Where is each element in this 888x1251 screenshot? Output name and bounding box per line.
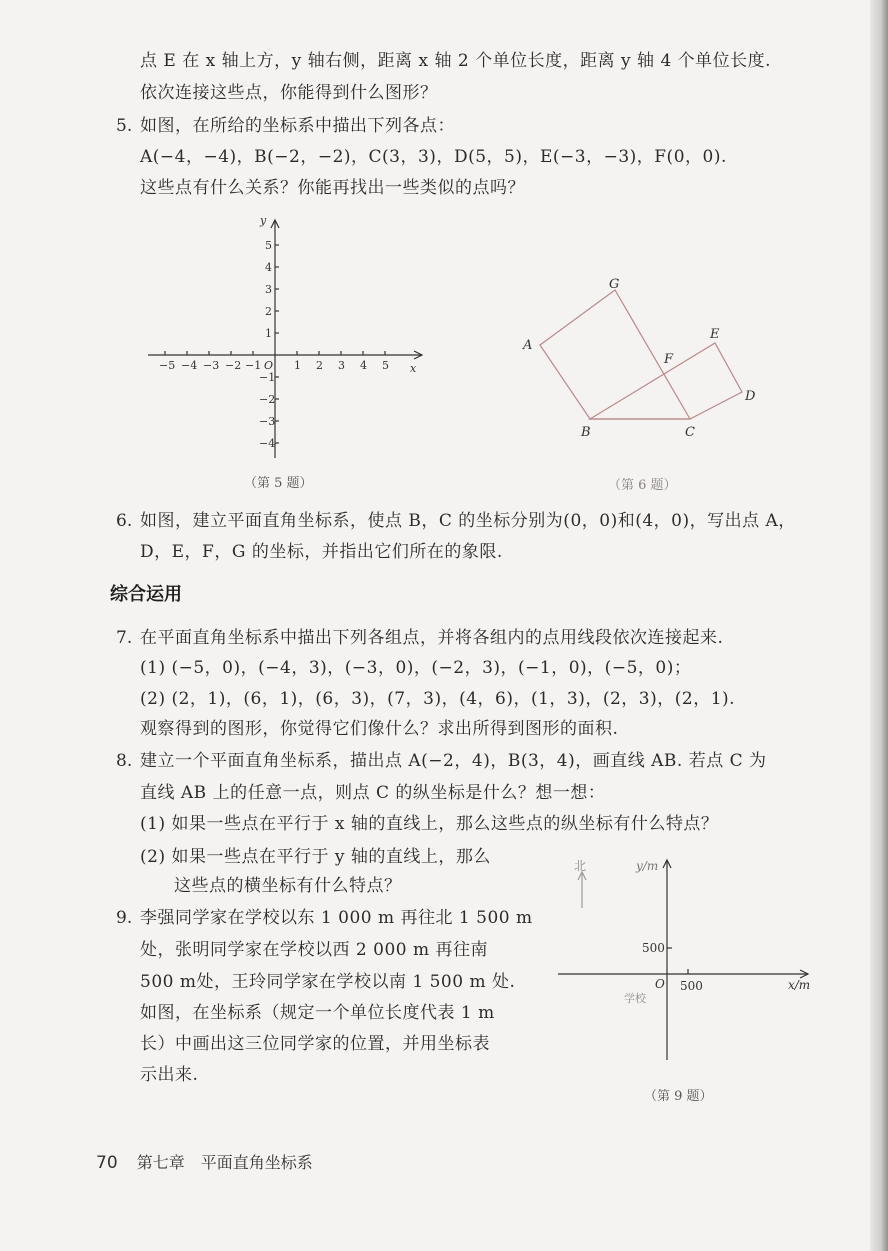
- problem-9-line-5: 长）中画出这三位同学家的位置，并用坐标表: [140, 1034, 490, 1054]
- x-tick-label: −1: [245, 359, 262, 372]
- y-tick-label: 500: [642, 941, 665, 955]
- figure-6-caption: （第 6 题）: [608, 478, 677, 493]
- y-tick-label: −4: [259, 437, 276, 450]
- problem-7-line-3: (2) (2，1)，(6，1)，(6，3)，(7，3)，(4，6)，(1，3)，(2，3)，(2，1).: [140, 689, 736, 709]
- problem-5-line-1: 如图，在所给的坐标系中描出下列各点：: [140, 116, 455, 136]
- problem-8-line-5: 这些点的横坐标有什么特点？: [174, 876, 402, 896]
- y-tick-label: 4: [265, 261, 272, 274]
- y-tick-label: 1: [265, 327, 272, 340]
- point-b-label: B: [581, 425, 591, 440]
- y-tick-label: 3: [265, 283, 272, 296]
- north-label: 北: [574, 859, 587, 873]
- figure-9-caption: （第 9 题）: [644, 1089, 713, 1104]
- x-tick-label: 3: [338, 359, 345, 372]
- problem-7-number: 7.: [116, 628, 133, 648]
- y-tick-label: 2: [265, 305, 272, 318]
- problem-5-number: 5.: [116, 116, 133, 136]
- y-axis-label: y: [260, 214, 267, 227]
- y-tick-label: −2: [259, 393, 276, 406]
- problem-7-line-4: 观察得到的图形，你觉得它们像什么？求出所得到图形的面积.: [140, 719, 619, 739]
- problem-9-line-4: 如图，在坐标系（规定一个单位长度代表 1 m: [140, 1003, 495, 1023]
- figure-9-coordinate-system: [550, 850, 830, 1070]
- problem-9-line-6: 示出来.: [140, 1065, 199, 1085]
- problem-5-line-2: A(−4，−4)，B(−2，−2)，C(3，3)，D(5，5)，E(−3，−3)，F(0，0).: [140, 147, 727, 167]
- x-tick-label: −3: [203, 359, 220, 372]
- y-tick-marks: [275, 245, 279, 443]
- problem-7-line-2: (1) (−5，0)，(−4，3)，(−3，0)，(−2，3)，(−1，0)，(−5，0)；: [140, 658, 692, 678]
- point-d-label: D: [745, 389, 756, 404]
- problem-6-number: 6.: [116, 511, 133, 531]
- x-axis-label: x: [410, 362, 417, 375]
- problem-7-line-1: 在平面直角坐标系中描出下列各组点，并将各组内的点用线段依次连接起来.: [140, 628, 724, 648]
- problem-8-number: 8.: [116, 751, 133, 771]
- x-axis-label: x/m: [788, 978, 811, 992]
- page-edge-shadow: [870, 0, 888, 1251]
- problem-9-line-3: 500 m处，王玲同学家在学校以南 1 500 m 处.: [140, 972, 516, 992]
- point-e-label: E: [710, 327, 720, 342]
- origin-label: O: [655, 977, 665, 991]
- point-a-label: A: [523, 338, 533, 353]
- problem-9-line-1: 李强同学家在学校以东 1 000 m 再往北 1 500 m: [140, 908, 533, 928]
- problem-6-line-1: 如图，建立平面直角坐标系，使点 B，C 的坐标分别为(0，0)和(4，0)，写出点 A，: [140, 511, 796, 531]
- problem-9-number: 9.: [116, 908, 133, 928]
- origin-label: O: [264, 359, 274, 372]
- point-c-label: C: [685, 425, 695, 440]
- figure-6-squares: [515, 270, 775, 445]
- point-f-label: F: [664, 352, 674, 367]
- x-tick-label: 1: [294, 359, 301, 372]
- problem-8-line-2: 直线 AB 上的任意一点，则点 C 的纵坐标是什么？想一想：: [140, 783, 606, 803]
- page-footer: [96, 1150, 313, 1173]
- problem-4-line-1: 点 E 在 x 轴上方，y 轴右侧，距离 x 轴 2 个单位长度，距离 y 轴 4 个单位长度.: [140, 51, 772, 71]
- problem-8-line-1: 建立一个平面直角坐标系，描出点 A(−2，4)，B(3，4)，画直线 AB. 若点 C 为: [140, 751, 767, 771]
- x-tick-label: 4: [360, 359, 367, 372]
- problem-5-line-3: 这些点有什么关系？你能再找出一些类似的点吗？: [140, 178, 525, 198]
- x-tick-label: 2: [316, 359, 323, 372]
- y-tick-label: −1: [259, 371, 276, 384]
- problem-6-line-2: D，E，F，G 的坐标，并指出它们所在的象限.: [140, 542, 503, 562]
- x-tick-label: −2: [225, 359, 242, 372]
- x-tick-label: 5: [382, 359, 389, 372]
- chapter-title: 第七章 平面直角坐标系: [136, 1153, 313, 1172]
- x-tick-label: 500: [680, 979, 703, 993]
- section-heading: 综合运用: [110, 584, 182, 605]
- problem-8-line-3: (1) 如果一些点在平行于 x 轴的直线上，那么这些点的纵坐标有什么特点？: [140, 814, 719, 834]
- y-axis-label: y/m: [636, 859, 659, 873]
- figure-5-coordinate-system: [140, 210, 440, 470]
- x-tick-label: −4: [181, 359, 198, 372]
- problem-9-line-2: 处，张明同学家在学校以西 2 000 m 再往南: [140, 940, 488, 960]
- point-g-label: G: [609, 277, 620, 292]
- school-label: 学校: [624, 992, 646, 1005]
- page-number: 70: [96, 1153, 118, 1173]
- problem-8-line-4: (2) 如果一些点在平行于 y 轴的直线上，那么: [140, 847, 491, 867]
- problem-4-line-2: 依次连接这些点，你能得到什么图形？: [140, 83, 438, 103]
- figure-5-caption: （第 5 题）: [244, 476, 313, 491]
- x-tick-label: −5: [159, 359, 176, 372]
- y-tick-label: −3: [259, 415, 276, 428]
- y-tick-label: 5: [265, 239, 272, 252]
